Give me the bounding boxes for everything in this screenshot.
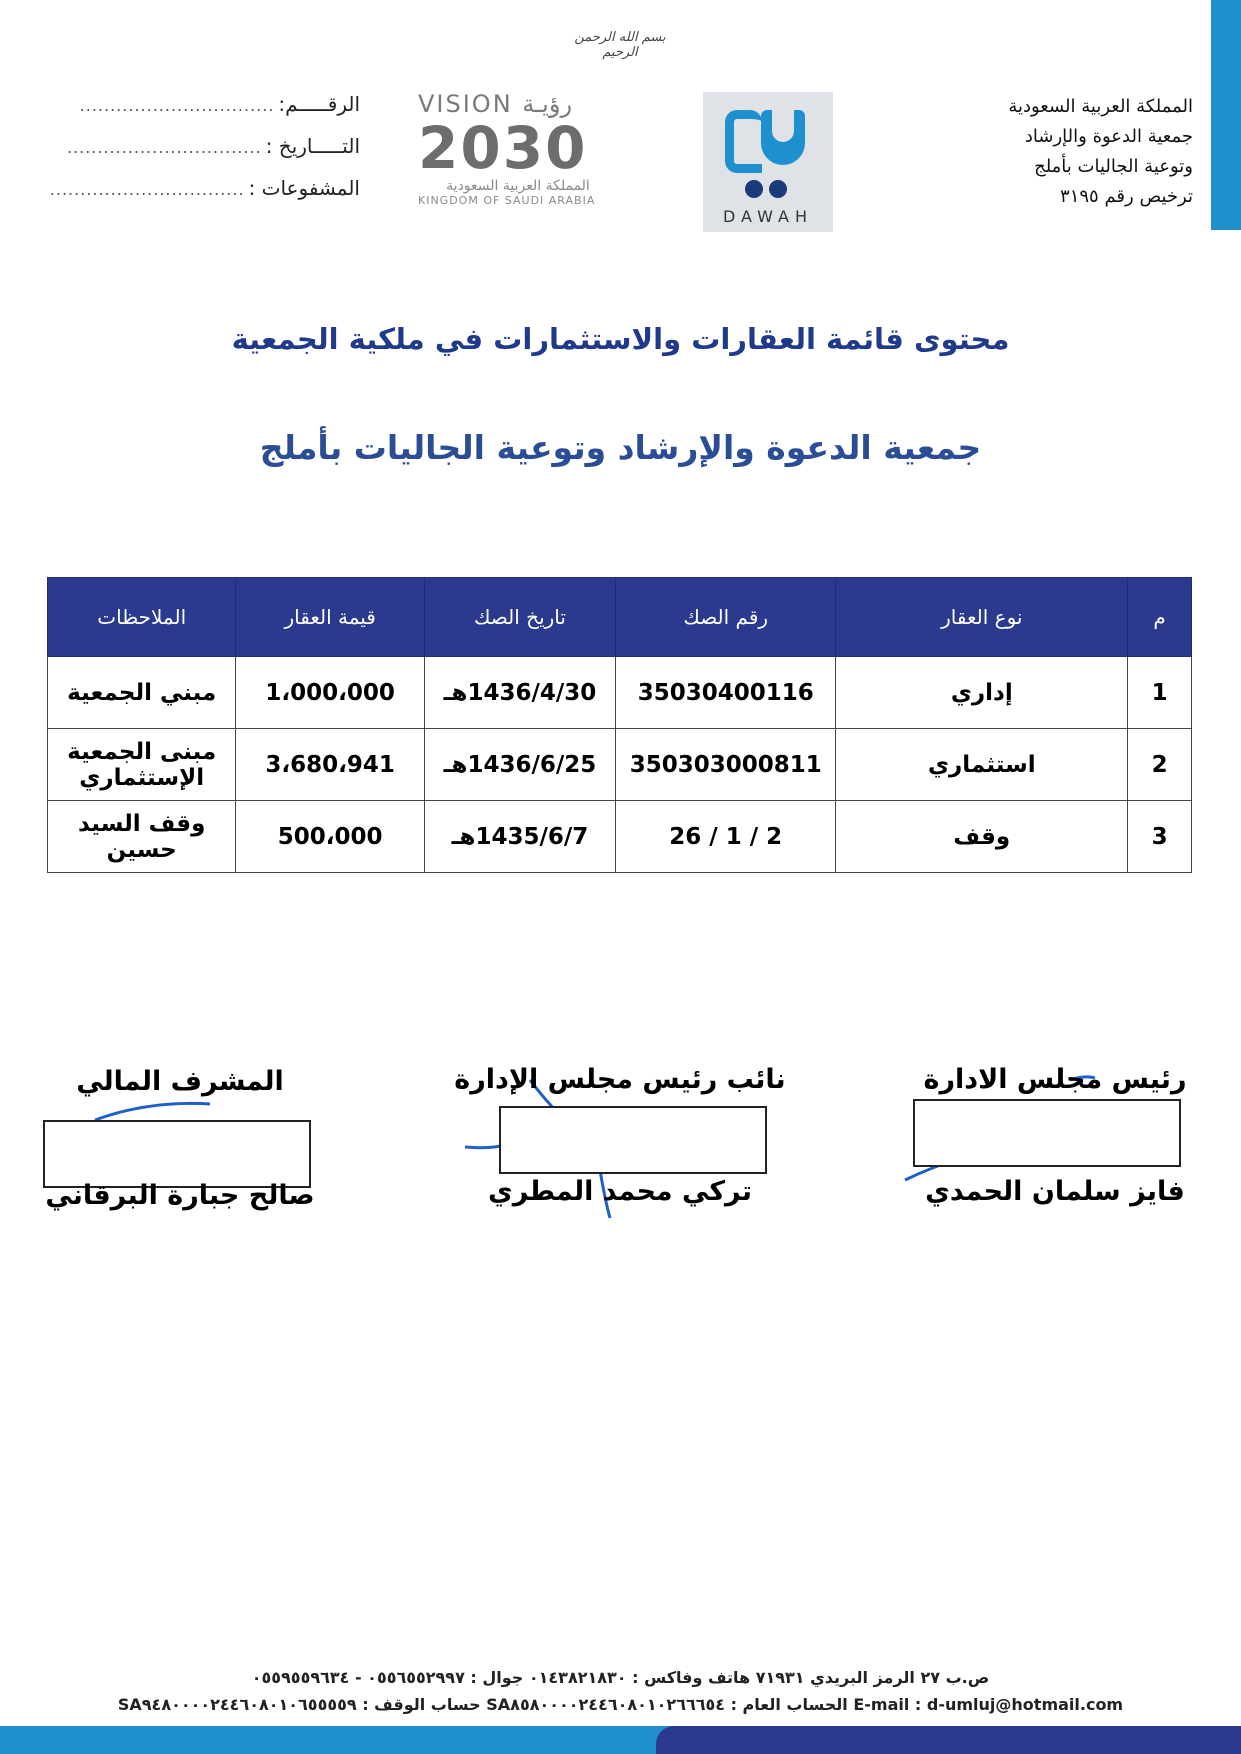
cell-notes: مبنى الجمعية الإستثماري (48, 729, 236, 801)
finance-signature-box (43, 1120, 311, 1188)
vision-logo-top: VISION رؤيـة (418, 90, 573, 118)
ref-number-label: الرقـــــم: (278, 92, 360, 116)
dawah-logo-caption: DAWAH (722, 207, 814, 226)
dawah-logo-dot (745, 180, 763, 198)
header-index: م (1128, 578, 1192, 657)
cell-property-value: 500،000 (236, 801, 425, 873)
cell-deed-number: 2 / 1 / 26 (616, 801, 836, 873)
cell-index: 2 (1128, 729, 1192, 801)
ref-attachments-dots: ................................ (50, 180, 245, 199)
cell-notes: مبني الجمعية (48, 657, 236, 729)
ref-date-label: التـــــاريخ : (265, 134, 360, 158)
cell-deed-number: 350303000811 (616, 729, 836, 801)
chairman-title: رئيس مجلس الادارة (923, 1064, 1187, 1095)
document-title: محتوى قائمة العقارات والاستثمارات في ملكية الجمعية (231, 322, 1010, 356)
ref-number-row (50, 92, 360, 134)
ref-date-row (50, 134, 360, 176)
vision-logo-sub-ar: المملكة العربية السعودية (446, 178, 590, 194)
org-line-country: المملكة العربية السعودية (1008, 96, 1193, 117)
assets-table (47, 577, 1192, 873)
ref-attachments-label: المشفوعات : (248, 176, 360, 200)
edge-accent-bar (1211, 0, 1241, 230)
reference-fields (50, 92, 360, 218)
cell-deed-date: 1436/4/30هـ (424, 657, 615, 729)
cell-deed-number: 35030400116 (616, 657, 836, 729)
cell-property-type: إداري (836, 657, 1128, 729)
vision-logo-sub-en: KINGDOM OF SAUDI ARABIA (418, 194, 596, 207)
organization-title: جمعية الدعوة والإرشاد وتوعية الجاليات بأملج (259, 428, 982, 467)
header-property-type: نوع العقار (836, 578, 1128, 657)
chairman-signature-box (913, 1099, 1181, 1167)
org-line-license: ترخيص رقم ٣١٩٥ (1060, 186, 1193, 207)
header-deed-number: رقم الصك (616, 578, 836, 657)
cell-index: 3 (1128, 801, 1192, 873)
chairman-name: فايز سلمان الحمدي (925, 1176, 1185, 1207)
vice-chairman-title: نائب رئيس مجلس الإدارة (454, 1064, 786, 1095)
cell-property-value: 3،680،941 (236, 729, 425, 801)
cell-deed-date: 1436/6/25هـ (424, 729, 615, 801)
header-deed-date: تاريخ الصك (424, 578, 615, 657)
cell-notes: وقف السيد حسين (48, 801, 236, 873)
footer-navy-bar (656, 1726, 1241, 1754)
header-notes: الملاحظات (48, 578, 236, 657)
ref-attachments-row (50, 176, 360, 218)
header-property-value: قيمة العقار (236, 578, 425, 657)
table-row (48, 729, 1192, 801)
dawah-logo-mark-right (761, 110, 805, 165)
footer-contact-line: ص.ب ٢٧ الرمز البريدي ٧١٩٣١ هاتف وفاكس : ٠١٤٣٨٢١٨٣٠ جوال : ٠٥٥٦٥٥٢٩٩٧ - ٠٥٥٩٥٥٩٦٣٤ (251, 1668, 990, 1687)
finance-supervisor-name: صالح جبارة البرقاني (45, 1180, 315, 1211)
table-header-row (48, 578, 1192, 657)
cell-property-type: وقف (836, 801, 1128, 873)
vice-chairman-name: تركي محمد المطري (488, 1176, 752, 1207)
finance-signature-stroke (95, 1103, 210, 1120)
org-line-location: وتوعية الجاليات بأملج (1034, 156, 1193, 177)
cell-deed-date: 1435/6/7هـ (424, 801, 615, 873)
org-line-name: جمعية الدعوة والإرشاد (1024, 126, 1193, 147)
dawah-logo-mark-left (725, 110, 762, 173)
vision-2030-logo (418, 90, 628, 225)
footer-bank-line: E-mail : d-umluj@hotmail.com الحساب العام : SA٨٥٨٠٠٠٠٢٤٤٦٠٨٠١٠٢٦٦٦٥٤ حساب الوقف : SA٩٤٨٠٠٠٠٢٤٤٦٠٨٠١٠٦٥٥٥٥٩ (117, 1695, 1124, 1714)
cell-property-value: 1،000،000 (236, 657, 425, 729)
table-row (48, 657, 1192, 729)
finance-supervisor-title: المشرف المالي (76, 1066, 284, 1097)
ref-date-dots: ................................ (66, 138, 262, 157)
vision-logo-year: 2030 (418, 114, 588, 182)
ref-number-dots: ................................ (79, 96, 275, 115)
table-row (48, 801, 1192, 873)
vice-chairman-signature-box (499, 1106, 767, 1174)
cell-index: 1 (1128, 657, 1192, 729)
dawah-logo-dot (769, 180, 787, 198)
cell-property-type: استثماري (836, 729, 1128, 801)
org-letterhead (893, 92, 1193, 212)
dawah-logo (703, 92, 833, 232)
basmala-calligraphy: بسم الله الرحمن الرحيم (574, 30, 666, 60)
